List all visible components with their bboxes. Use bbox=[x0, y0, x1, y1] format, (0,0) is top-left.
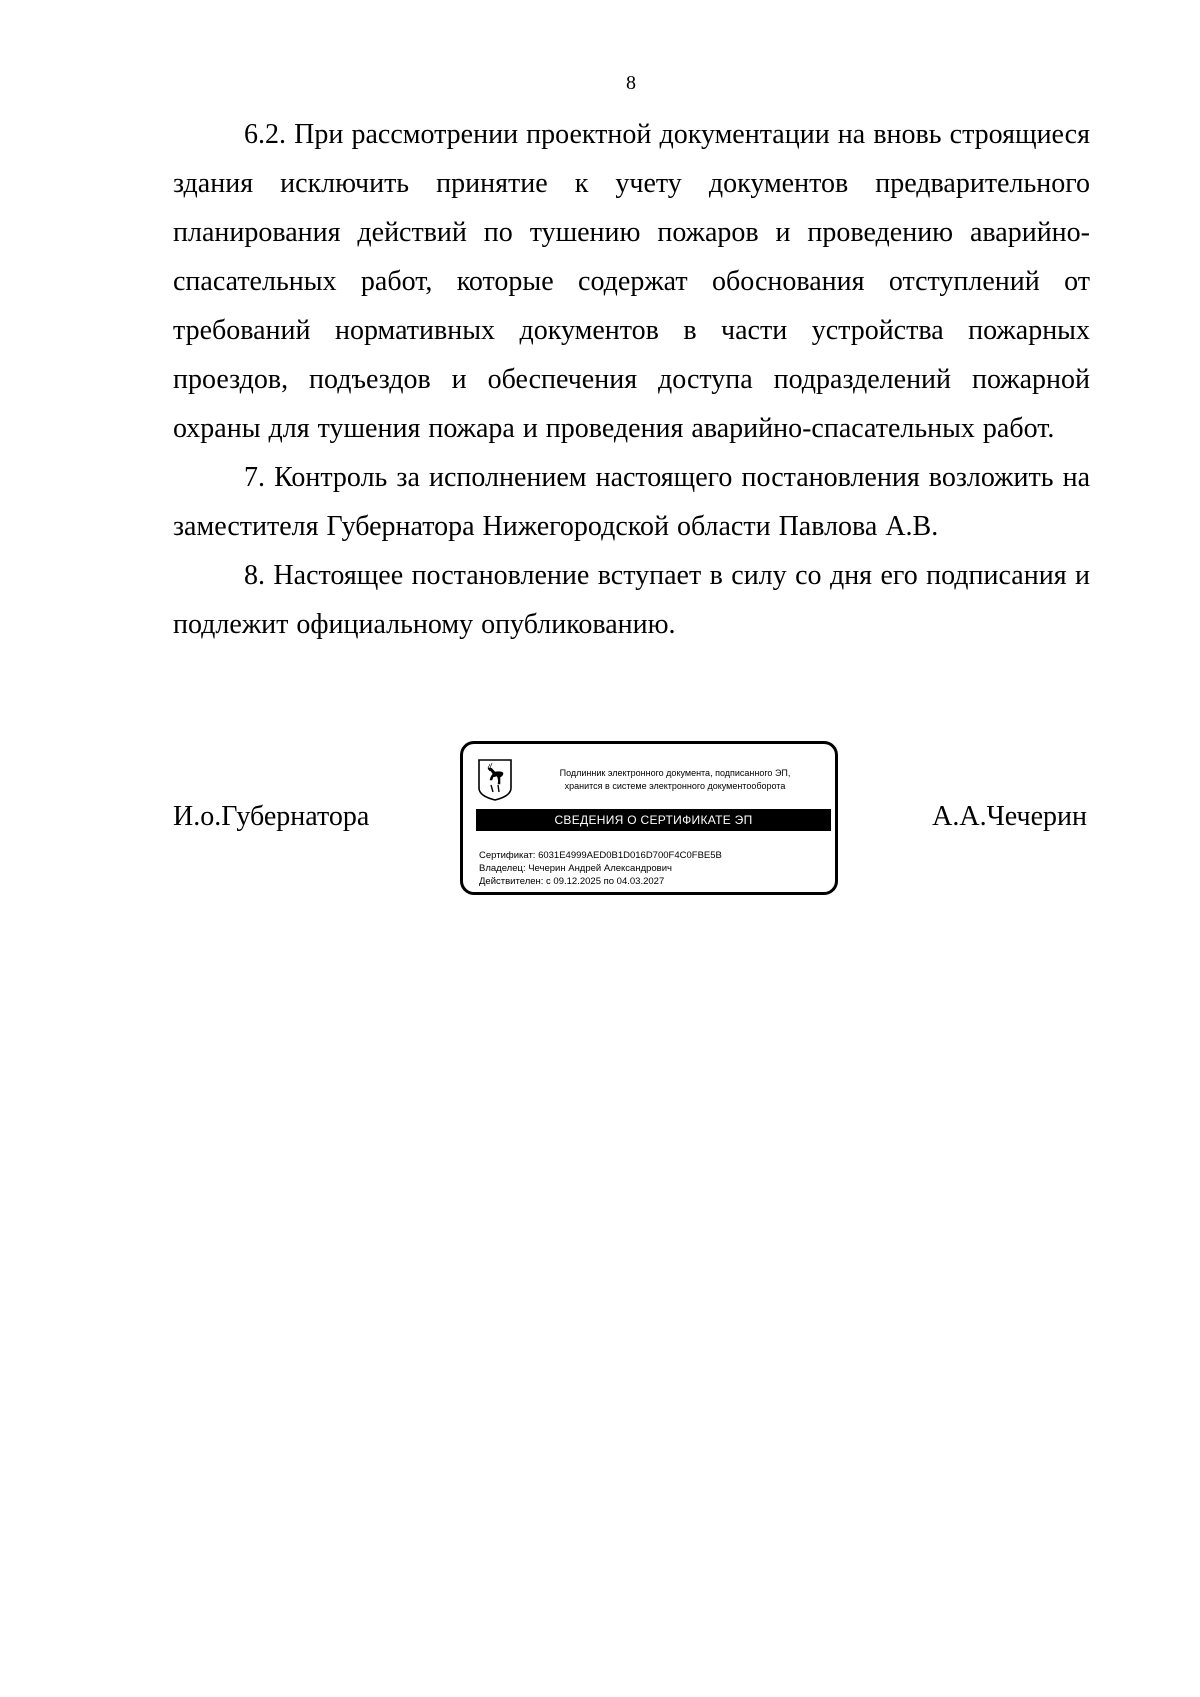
signatory-title: И.о.Губернатора bbox=[173, 801, 370, 832]
deer-emblem-icon bbox=[477, 758, 513, 802]
certificate-validity: Действителен: с 09.12.2025 по 04.03.2027 bbox=[479, 876, 665, 887]
certificate-number: Сертификат: 6031E4999AED0B1D016D700F4C0FBE5B bbox=[479, 850, 722, 861]
paragraph-7: 7. Контроль за исполнением настоящего постановления возложить на заместителя Губернатора Нижегородской области Павлова А.В. bbox=[173, 462, 1090, 542]
stamp-header-line: Подлинник электронного документа, подписанного ЭП, bbox=[559, 768, 791, 778]
document-body bbox=[173, 110, 1090, 649]
stamp-header bbox=[525, 767, 825, 793]
certificate-info-bar: СВЕДЕНИЯ О СЕРТИФИКАТЕ ЭП bbox=[476, 809, 831, 831]
paragraph-6-2: 6.2. При рассмотрении проектной документации на вновь строящиеся здания исключить принятие к учету документов предварительного планирования действий по тушению пожаров и проведению аварийно-спасательных работ, которые содержат обоснования отступлений от требований нормативных документов в части устройства пожарных проездов, подъездов и обеспечения доступа подразделений пожарной охраны для тушения пожара и проведения аварийно-спасательных работ. bbox=[173, 119, 1090, 444]
certificate-owner: Владелец: Чечерин Андрей Александрович bbox=[479, 863, 672, 874]
stamp-header-line: хранится в системе электронного документооборота bbox=[564, 781, 786, 791]
paragraph-8: 8. Настоящее постановление вступает в силу со дня его подписания и подлежит официальному опубликованию. bbox=[173, 560, 1090, 640]
page-number: 8 bbox=[626, 72, 636, 94]
signatory-name: А.А.Чечерин bbox=[932, 801, 1087, 832]
electronic-signature-stamp bbox=[460, 741, 838, 895]
certificate-details bbox=[479, 849, 722, 888]
